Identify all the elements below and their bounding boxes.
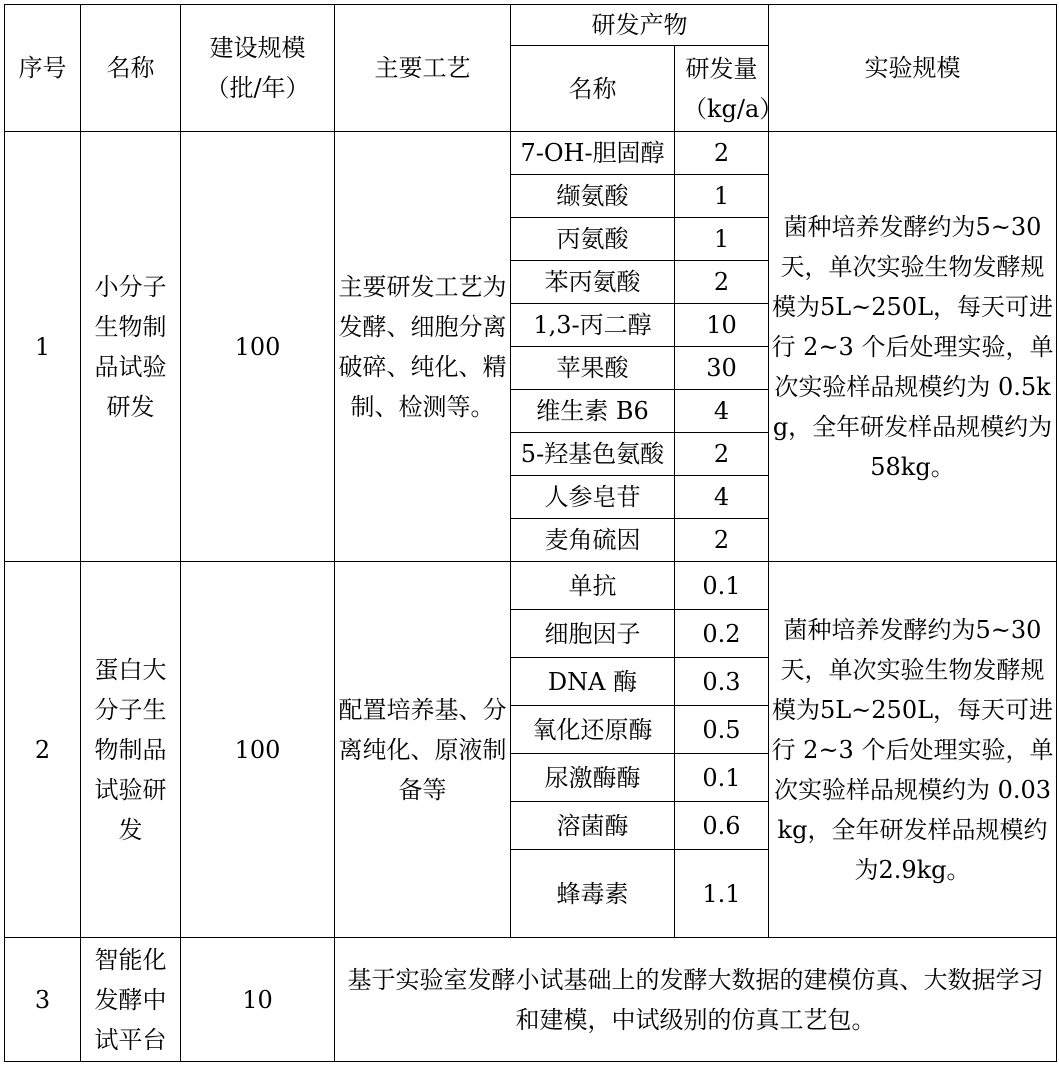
table-row: [5, 938, 1057, 1062]
header-row-1: [5, 5, 1057, 46]
header-experiment-scale: 实验规模: [769, 5, 1057, 132]
header-product-name: 名称: [511, 46, 675, 132]
header-process: 主要工艺: [335, 5, 511, 132]
row3-seq: 3: [5, 938, 81, 1062]
product-name: 苯丙氨酸: [511, 261, 675, 304]
product-name: 维生素 B6: [511, 390, 675, 433]
product-name: 5-羟基色氨酸: [511, 433, 675, 476]
product-amount: 2: [675, 132, 769, 175]
row1-scale: 100: [181, 132, 335, 562]
product-name: 蜂毒素: [511, 850, 675, 938]
product-amount: 1: [675, 175, 769, 218]
product-name: 7-OH-胆固醇: [511, 132, 675, 175]
product-name: 苹果酸: [511, 347, 675, 390]
product-name: 麦角硫因: [511, 519, 675, 562]
product-name: 单抗: [511, 562, 675, 610]
row2-process: 配置培养基、分离纯化、原液制备等: [335, 562, 511, 938]
row3-scale: 10: [181, 938, 335, 1062]
row2-scale: 100: [181, 562, 335, 938]
header-name: 名称: [81, 5, 181, 132]
row2-experiment-scale: 菌种培养发酵约为5~30 天，单次实验生物发酵规模为5L~250L，每天可进行 2~3 个后处理实验，单次实验样品规模约为 0.03kg，全年研发样品规模约为2.9kg。: [769, 562, 1057, 938]
product-name: 1,3-丙二醇: [511, 304, 675, 347]
product-name: 细胞因子: [511, 610, 675, 658]
row3-description: 基于实验室发酵小试基础上的发酵大数据的建模仿真、大数据学习和建模，中试级别的仿真工艺包。: [335, 938, 1057, 1062]
product-name: 人参皂苷: [511, 476, 675, 519]
product-amount: 2: [675, 519, 769, 562]
header-scale: 建设规模（批/年）: [181, 5, 335, 132]
row2-name: 蛋白大分子生物制品试验研发: [81, 562, 181, 938]
product-name: 缬氨酸: [511, 175, 675, 218]
product-name: 氧化还原酶: [511, 706, 675, 754]
product-amount: 30: [675, 347, 769, 390]
table-row: [5, 132, 1057, 175]
product-amount: 4: [675, 390, 769, 433]
product-amount: 0.6: [675, 802, 769, 850]
product-amount: 0.3: [675, 658, 769, 706]
row2-seq: 2: [5, 562, 81, 938]
rd-products-table: [4, 4, 1057, 1062]
product-amount: 2: [675, 261, 769, 304]
product-name: DNA 酶: [511, 658, 675, 706]
product-amount: 0.1: [675, 562, 769, 610]
table-row: [5, 562, 1057, 610]
product-amount: 4: [675, 476, 769, 519]
header-product-amount: 研发量（kg/a）: [675, 46, 769, 132]
product-name: 尿激酶酶: [511, 754, 675, 802]
row1-seq: 1: [5, 132, 81, 562]
product-name: 丙氨酸: [511, 218, 675, 261]
product-amount: 0.1: [675, 754, 769, 802]
product-amount: 0.5: [675, 706, 769, 754]
product-amount: 1.1: [675, 850, 769, 938]
product-name: 溶菌酶: [511, 802, 675, 850]
product-amount: 2: [675, 433, 769, 476]
product-amount: 10: [675, 304, 769, 347]
header-products-group: 研发产物: [511, 5, 769, 46]
row1-name: 小分子生物制品试验研发: [81, 132, 181, 562]
product-amount: 0.2: [675, 610, 769, 658]
row1-process: 主要研发工艺为发酵、细胞分离破碎、纯化、精制、检测等。: [335, 132, 511, 562]
row3-name: 智能化发酵中试平台: [81, 938, 181, 1062]
row1-experiment-scale: 菌种培养发酵约为5~30 天，单次实验生物发酵规模为5L~250L，每天可进行 2~3 个后处理实验，单次实验样品规模约为 0.5kg，全年研发样品规模约为58kg。: [769, 132, 1057, 562]
product-amount: 1: [675, 218, 769, 261]
header-seq: 序号: [5, 5, 81, 132]
